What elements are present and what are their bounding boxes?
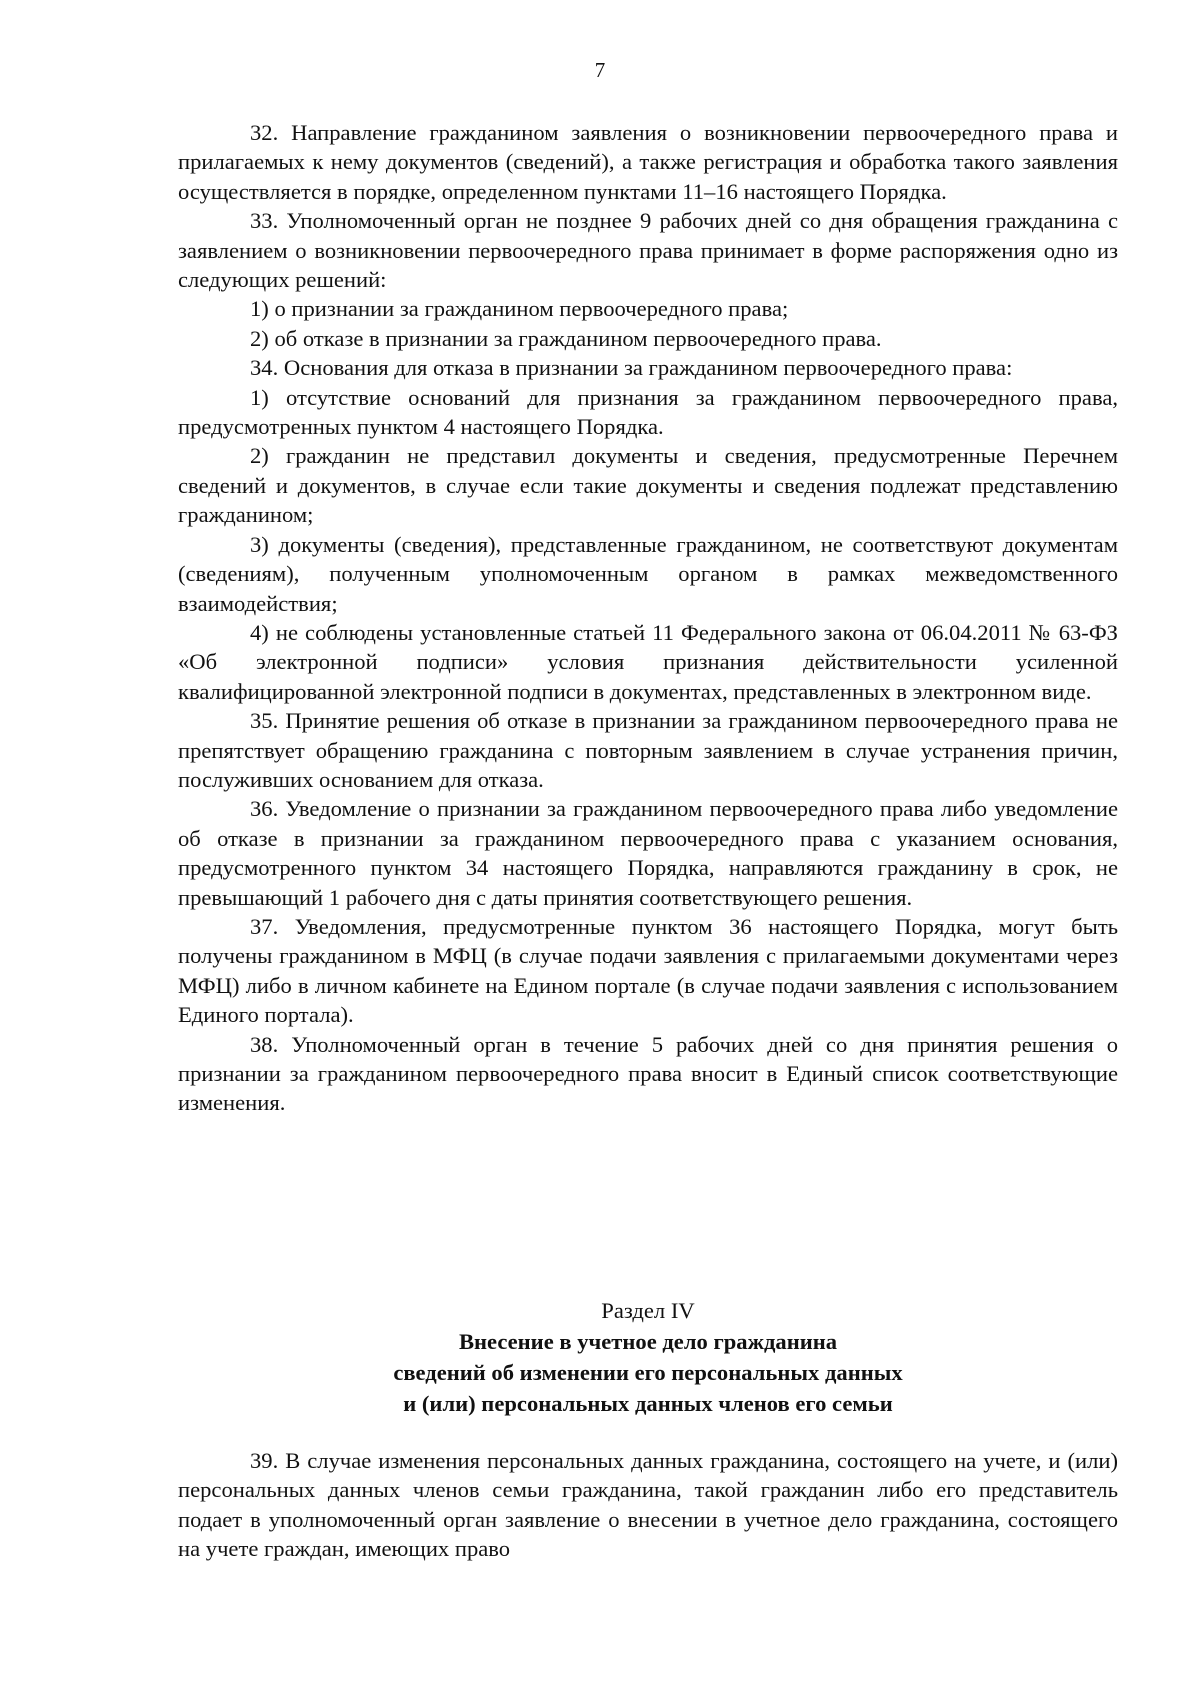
paragraph-35: 35. Принятие решения об отказе в признании за гражданином первоочередного права не препятствует обращению гражданина с повторным заявлением в случае устранения причин, послуживших основанием для отказа.	[178, 708, 1118, 792]
paragraph-33: 33. Уполномоченный орган не позднее 9 рабочих дней со дня обращения гражданина с заявлением о возникновении первоочередного права принимает в форме распоряжения одно из следующих решений:	[178, 208, 1118, 293]
paragraph-32: 32. Направление гражданином заявления о возникновении первоочередного права и прилагаемых к нему документов (сведений), а также регистрация и обработка такого заявления осуществляется в порядке, определенном пунктами 11–16 настоящего Порядка.	[178, 120, 1118, 204]
section-title-line-2: сведений об изменении его персональных данных	[393, 1360, 903, 1385]
paragraph-34: 34. Основания для отказа в признании за гражданином первоочередного права:	[250, 355, 1013, 381]
paragraph-33-item-2: 2) об отказе в признании за гражданином первоочередного права.	[250, 325, 882, 351]
paragraph-34-item-2: 2) гражданин не представил документы и сведения, предусмотренные Перечнем сведений и документов, в случае если такие документы и сведения подлежат представлению гражданином;	[178, 443, 1118, 528]
page-number: 7	[594, 58, 606, 82]
paragraph-34-item-1: 1) отсутствие оснований для признания за гражданином первоочередного права, предусмотренных пунктом 4 настоящего Порядка.	[178, 384, 1118, 440]
section-heading	[178, 1295, 1118, 1419]
paragraph-37: 37. Уведомления, предусмотренные пунктом 36 настоящего Порядка, могут быть получены гражданином в МФЦ (в случае подачи заявления с прилагаемыми документами через МФЦ) либо в личном кабинете на Едином портале (в случае подачи заявления с использованием Единого портала).	[178, 913, 1118, 1028]
section-label: Раздел IV	[601, 1298, 695, 1323]
section-title-line-3: и (или) персональных данных членов его семьи	[403, 1391, 893, 1416]
section-title-line-1: Внесение в учетное дело гражданина	[458, 1329, 838, 1354]
paragraph-33-item-1: 1) о признании за гражданином первоочередного права;	[250, 296, 789, 322]
paragraph-34-item-4: 4) не соблюдены установленные статьей 11 Федерального закона от 06.04.2011 № 63-ФЗ «Об электронной подписи» условия признания действительности усиленной квалифицированной электронной подписи в документах, представленных в электронном виде.	[178, 619, 1118, 704]
paragraph-34-item-3: 3) документы (сведения), представленные гражданином, не соответствуют документам (сведениям), полученным уполномоченным органом в рамках межведомственного взаимодействия;	[178, 531, 1118, 616]
paragraph-39: 39. В случае изменения персональных данных гражданина, состоящего на учете, и (или) персональных данных членов семьи гражданина, такой гражданин либо его представитель подает в уполномоченный орган заявление о внесении в учетное дело гражданина, состоящего на учете граждан, имеющих право	[178, 1448, 1118, 1562]
body-text-upper	[178, 118, 1118, 1118]
body-text-lower	[178, 1446, 1118, 1564]
paragraph-36: 36. Уведомление о признании за гражданином первоочередного права либо уведомление об отказе в признании за гражданином первоочередного права с указанием основания, предусмотренного пунктом 34 настоящего Порядка, направляются гражданину в срок, не превышающий 1 рабочего дня с даты принятия соответствующего решения.	[178, 796, 1118, 910]
paragraph-38: 38. Уполномоченный орган в течение 5 рабочих дней со дня принятия решения о признании за гражданином первоочередного права вносит в Единый список соответствующие изменения.	[178, 1031, 1118, 1116]
